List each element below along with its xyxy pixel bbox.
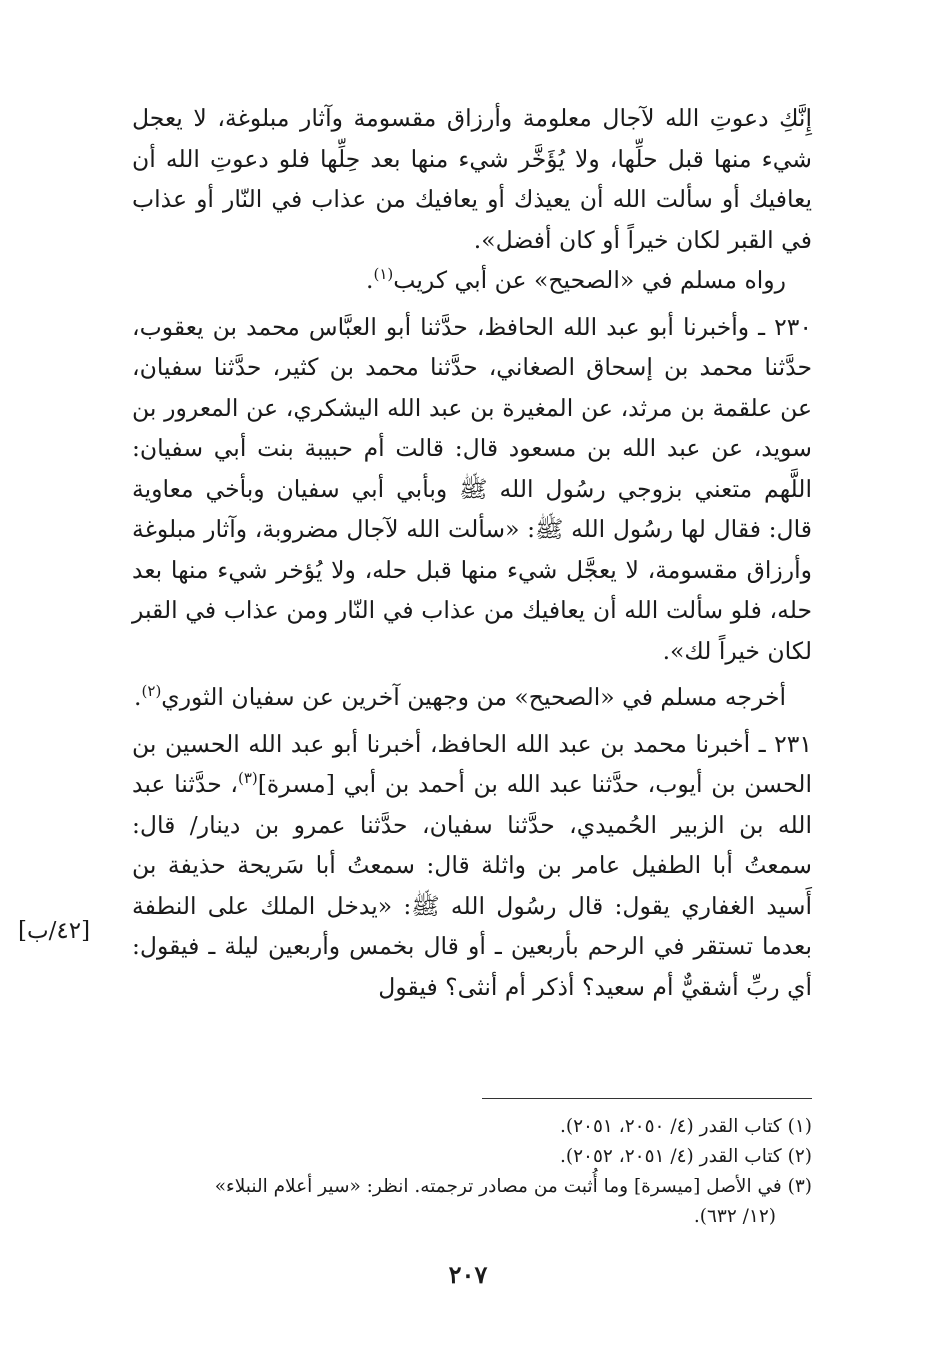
footnote-ref-2[interactable]: (٢) (141, 682, 162, 701)
margin-folio-note: [٤٢/ب] (18, 918, 91, 944)
takhrij-2-text: أخرجه مسلم في «الصحيح» من وجهين آخرين عن سفيان الثوري (161, 683, 786, 711)
takhrij-note-2: أخرجه مسلم في «الصحيح» من وجهين آخرين عن سفيان الثوري$^{(٢)}$. (134, 682, 786, 711)
hadith-text-continued: إِنَّكِ دعوتِ الله لآجال معلومة وأرزاق مقسومة وآثار مبلوغة، لا يعجل شيء منها قبل حلِّها، ولا يُؤَخَّر شيء منها بعد حِلِّها فلو دعوتِ الله أن يعافيك أو سألت الله أن يعيذك أو يعافيك من عذاب في النّار أو عذاب في القبر لكان خيراً أو كان أفضل». (132, 104, 812, 254)
footnote-3-continued: (١٢/ ٦٣٢). (693, 1206, 776, 1227)
hadith-230: ٢٣٠ ـ وأخبرنا أبو عبد الله الحافظ، حدَّثنا أبو العبَّاس محمد بن يعقوب، حدَّثنا محمد بن إسحاق الصغاني، حدَّثنا محمد بن كثير، حدَّثنا سفيان، عن علقمة بن مرثد، عن المغيرة بن عبد الله اليشكري، عن المعرور بن سويد، عن عبد الله بن مسعود قال: قالت أم حبيبة بنت أبي سفيان: اللَّهم متعني بزوجي رسُول الله ﷺ وبأبي أبي سفيان وبأخي معاوية قال: فقال لها رسُول الله ﷺ: «سألت الله لآجال مضروبة، وآثار مبلوغة وأرزاق مقسومة، لا يعجَّل شيء منها قبل حله، ولا يُؤخر شيء منها بعد حله، فلو سألت الله أن يعافيك من عذاب في النّار ومن عذاب في القبر لكان خيراً لك». (132, 312, 812, 665)
footnote-3: (٣) في الأصل [ميسرة] وما أُثبت من مصادر ترجمته. انظر: «سير أعلام النبلاء» (214, 1176, 812, 1197)
page-number: ٢٠٧ (448, 1260, 488, 1289)
main-text-top (132, 98, 812, 1007)
hadith-231-part-b: ، حدَّثنا عبد الله بن الزبير الحُميدي، حدَّثنا سفيان، حدَّثنا عمرو بن دينار/ قال: سمعتُ أبا الطفيل عامر بن واثلة قال: سمعتُ أبا سَريحة حذيفة بن أَسيد الغفاري يقول: قال رسُول الله ﷺ: «يدخل الملك على النطفة بعدما تستقر في الرحم بأربعين ـ أو قال بخمس وأربعين ليلة ـ فيقول: أي ربِّ أشقيٌّ أم سعيد؟ أذكر أم أنثى؟ فيقول (132, 770, 812, 1001)
takhrij-note-1: رواه مسلم في «الصحيح» عن أبي كريب$^{(١)}$. (365, 265, 786, 294)
hadith-231 (132, 724, 812, 1008)
footnote-ref-3[interactable]: (٣) (237, 769, 258, 788)
footnotes (132, 1112, 812, 1232)
footnote-1: (١) كتاب القدر (٤/ ٢٠٥٠، ٢٠٥١). (560, 1116, 812, 1137)
takhrij-1-text: رواه مسلم في «الصحيح» عن أبي كريب (393, 266, 786, 294)
footnote-ref-1[interactable]: (١) (373, 265, 394, 284)
footnote-2: (٢) كتاب القدر (٤/ ٢٠٥١، ٢٠٥٢). (560, 1146, 812, 1167)
hadith-231-part-a: ٢٣١ ـ أخبرنا محمد بن عبد الله الحافظ، أخبرنا أبو عبد الله الحسين بن الحسن بن أيوب، حدَّثنا عبد الله بن أحمد بن أبي [مسرة] (132, 729, 812, 798)
footnote-divider (482, 1098, 812, 1099)
